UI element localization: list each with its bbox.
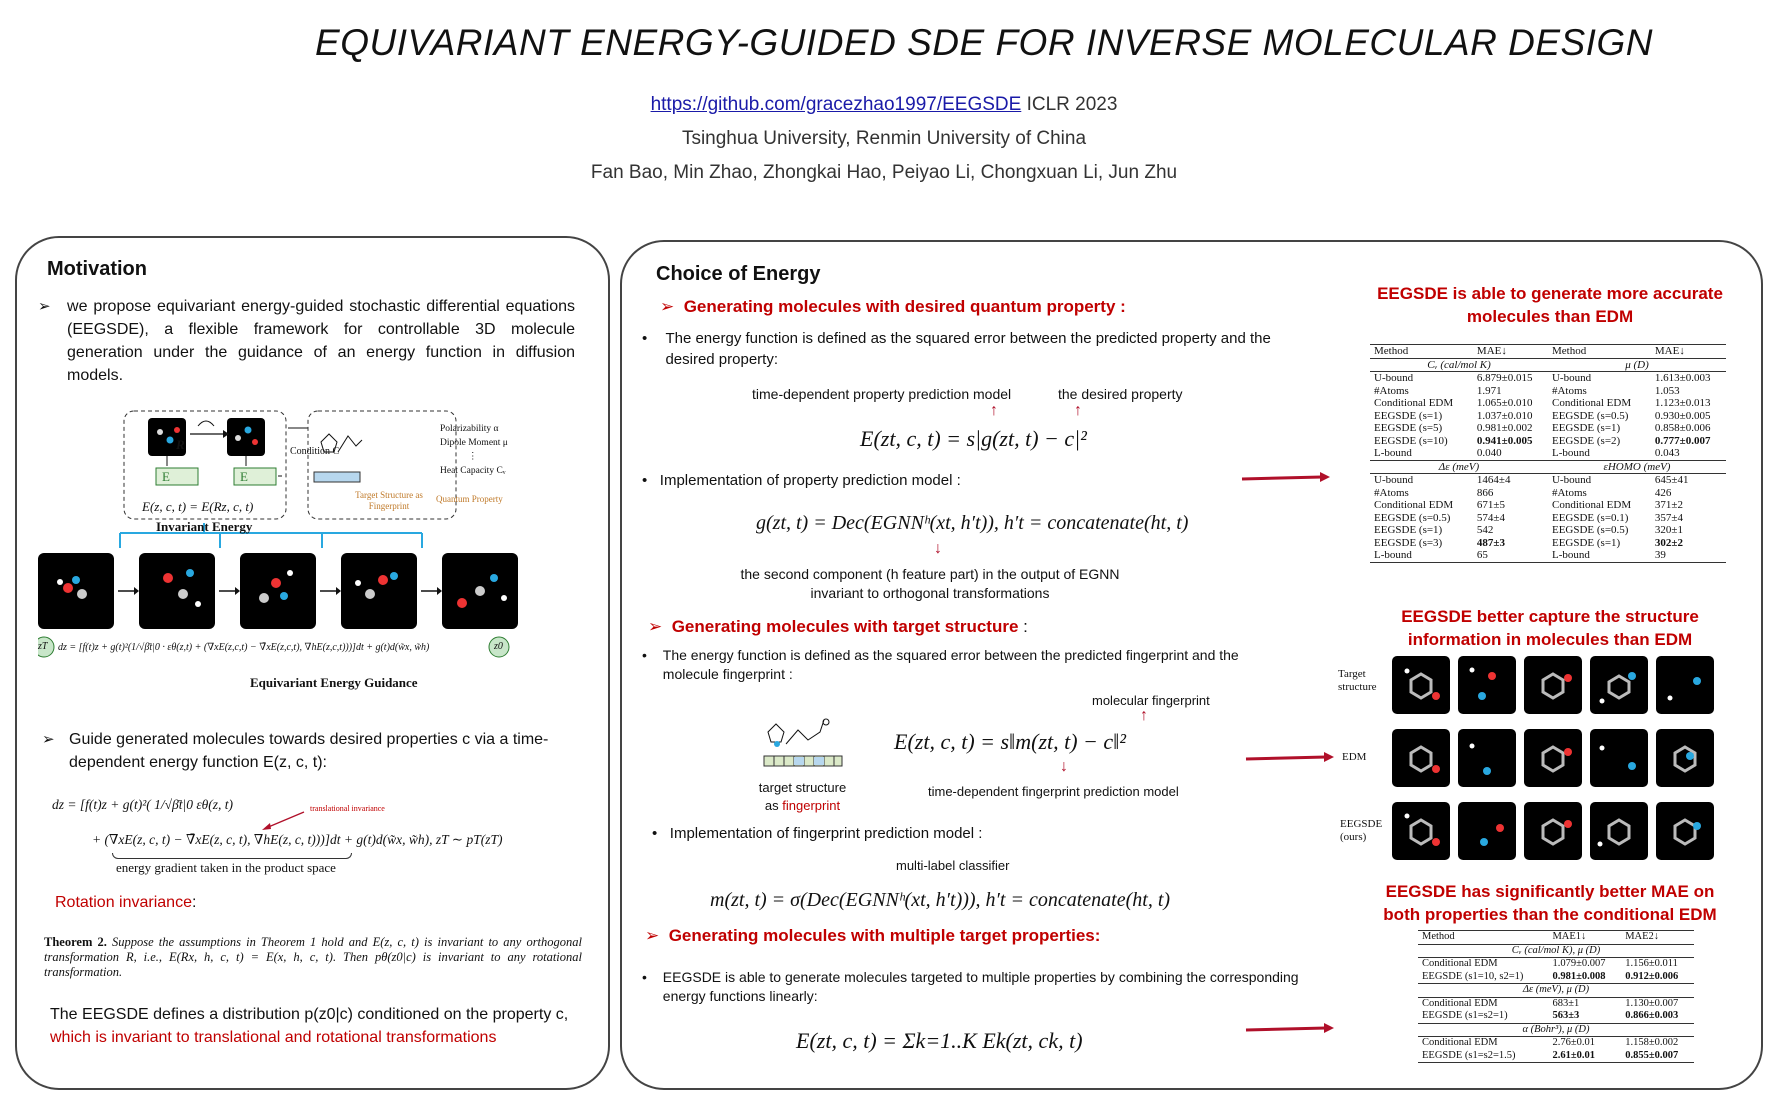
table-row: EEGSDE (s=3) 487±3 EEGSDE (s=1) 302±2: [1374, 536, 1683, 549]
quantum-impl-eq: g(zt, t) = Dec(EGNNʰ(xt, h′t)), h′t = concatenate(ht, t): [756, 512, 1189, 534]
rotation-label: R: [176, 437, 185, 452]
table-row: EEGSDE (s1=s2=1.5) 2.61±0.01 0.855±0.007: [1418, 1050, 1694, 1063]
table1: [1370, 344, 1726, 563]
venue: ICLR 2023: [1026, 94, 1118, 115]
arrowhead-bullet-icon: ➢: [645, 926, 660, 945]
target-structure-caption: target structure as fingerprint: [758, 780, 847, 813]
zT-label: zT: [38, 641, 48, 652]
arrowhead-bullet-icon: ➢: [38, 298, 51, 315]
poster-title: EQUIVARIANT ENERGY-GUIDED SDE FOR INVERSE MOLECULAR DESIGN: [315, 22, 1653, 63]
table-row: EEGSDE (s1=10, s2=1) 0.981±0.008 0.912±0.006: [1422, 970, 1679, 982]
target-structure-label: Target Structure as Fingerprint: [355, 490, 423, 511]
invariant-energy-label: Invariant Energy: [156, 519, 253, 534]
table1-title: EEGSDE is able to generate more accurate molecules than EDM: [1377, 284, 1723, 326]
table-row: #Atoms 866 #Atoms 426: [1374, 486, 1672, 499]
target-structure-figure: [762, 716, 844, 768]
energy-title: Choice of Energy: [656, 263, 821, 285]
table-row: EEGSDE (s=1) 1.037±0.010 EEGSDE (s=0.5) 0.930±0.005: [1374, 409, 1711, 422]
translational-invariance-note: translational invariance: [310, 804, 385, 813]
structure-impl-eq: m(zt, t) = σ(Dec(EGNNʰ(xt, h′t))), h′t = concatenate(ht, t): [710, 889, 1171, 911]
table-row: U-bound 6.879±0.015 U-bound 1.613±0.003: [1374, 372, 1711, 384]
table-subheader: α (Bohr³), μ (D): [1418, 1023, 1694, 1037]
motivation-title: Motivation: [47, 258, 147, 280]
table-row: EEGSDE (s=1) 542 EEGSDE (s=0.5) 320±1: [1374, 524, 1683, 536]
quantum-impl-bullet: • Implementation of property prediction model :: [642, 472, 961, 489]
table2: [1418, 930, 1694, 1063]
table-subheader: Δε (meV) εHOMO (meV): [1370, 460, 1726, 474]
quantum-property-label: Quantum Property: [436, 494, 503, 504]
conclusion: The EEGSDE defines a distribution p(z0|c) conditioned on the property c, which is invariant to translational and rotational transformations: [50, 1006, 569, 1046]
label-desired-property: the desired property: [1058, 386, 1183, 402]
structure-bullet: • The energy function is defined as the squared error between the predicted fingerprint and the molecule fingerprint :: [642, 647, 1239, 682]
energy-gradient-note: energy gradient taken in the product space: [116, 860, 336, 875]
guide-bullet: ➢ Guide generated molecules towards desired properties c via a time-dependent energy function E(z, c, t):: [42, 731, 549, 771]
arrowhead-bullet-icon: ➢: [648, 617, 663, 636]
table-row: Conditional EDM 2.76±0.01 1.158±0.002: [1422, 1037, 1679, 1048]
authors: Fan Bao, Min Zhao, Zhongkai Hao, Peiyao Li, Chongxuan Li, Jun Zhu: [590, 162, 1178, 183]
molecule-step-1: [38, 553, 114, 629]
arrowhead-bullet-icon: ➢: [42, 731, 55, 748]
motivation-intro: ➢ we propose equivariant energy-guided stochastic differential equations (EEGSDE), a flexible framework for controllable 3D molecule generation under the guidance of an energy function in diffusion models.: [38, 298, 576, 384]
energy-label-left: E: [162, 469, 170, 484]
quantum-heading: ➢ Generating molecules with desired quantum property :: [660, 297, 1126, 316]
structure-results-title: EEGSDE better capture the structure information in molecules than EDM: [1401, 607, 1699, 649]
molecule-step-4: [341, 553, 417, 629]
table-row: L-bound 65 L-bound 39: [1370, 549, 1726, 562]
round-bullet-icon: •: [642, 647, 647, 663]
row-label-eegsde: EEGSDE (ours): [1340, 818, 1383, 843]
table-row: Conditional EDM 1.079±0.007 1.156±0.011: [1422, 958, 1678, 969]
egnn-note: the second component (h feature part) in the output of EGNN invariant to orthogonal transformations: [740, 566, 1120, 601]
table2-title: EEGSDE has significantly better MAE on both properties than the conditional EDM: [1383, 882, 1717, 924]
equivariant-guidance-label: Equivariant Energy Guidance: [250, 675, 418, 690]
down-arrow-icon: ↓: [934, 540, 942, 557]
theorem-2: Theorem 2. Suppose the assumptions in Theorem 1 hold and E(z, c, t) is invariant to any orthogonal transformation R, i.e., E(Rx, h, c, t) = E(x, h, c, t). Then pθ(z0|c) is invariant to any rotational transformation.: [44, 935, 583, 979]
underbrace: [112, 853, 352, 859]
rotation-invariance-line: Rotation invariance:: [55, 894, 197, 911]
sde-line-1: dz = [f(t)z + g(t)²( 1/√β̄t|0 εθ(z, t): [52, 797, 234, 812]
sde-line-2: + (∇xE(z, c, t) − ∇̄xE(z, c, t), ∇hE(z, c, t)))]dt + g(t)d(w̃x, w̃h), zT ∼ pT(zT): [92, 832, 503, 847]
label-molecular-fingerprint: molecular fingerprint: [1092, 693, 1210, 708]
round-bullet-icon: •: [642, 472, 648, 489]
round-bullet-icon: •: [652, 825, 658, 842]
round-bullet-icon: •: [642, 969, 647, 985]
table-header-row: Method MAE↓ Method MAE↓: [1370, 345, 1726, 359]
molecule-thumb-rotated: [227, 418, 265, 456]
table-row: Conditional EDM 683±1 1.130±0.007: [1422, 997, 1679, 1009]
row-label-target: Target structure: [1338, 668, 1377, 693]
structure-energy-eq: E(zt, c, t) = s‖m(zt, t) − c‖²: [894, 729, 1126, 754]
table-row: EEGSDE (s=5) 0.981±0.002 EEGSDE (s=1) 0.858±0.006: [1374, 422, 1711, 434]
table-row: EEGSDE (s1=s2=1) 563±3 0.866±0.003: [1422, 1010, 1679, 1021]
table-subheader: Cᵥ (cal/mol K), μ (D): [1418, 944, 1694, 958]
table-row: Conditional EDM 1.065±0.010 Conditional EDM 1.123±0.013: [1374, 397, 1711, 409]
multi-heading: ➢ Generating molecules with multiple target properties:: [645, 926, 1101, 945]
github-link[interactable]: https://github.com/gracezhao1997/EEGSDE: [650, 94, 1022, 115]
molecule-step-2: [139, 553, 215, 629]
multi-bullet: • EEGSDE is able to generate molecules targeted to multiple properties by combining the corresponding energy functions linearly:: [642, 969, 1299, 1004]
property-list: Polarizability α Dipole Moment μ ⋮ Heat Capacity Cᵥ: [440, 424, 508, 476]
table-header-row: Method MAE1↓ MAE2↓: [1418, 931, 1694, 945]
structure-heading: ➢ Generating molecules with target structure :: [648, 617, 1028, 636]
arrowhead-bullet-icon: ➢: [660, 297, 675, 316]
classifier-label: multi-label classifier: [896, 858, 1010, 873]
table-row: EEGSDE (s=10) 0.941±0.005 EEGSDE (s=2) 0.777±0.007: [1374, 434, 1711, 447]
energy-label-right: E: [240, 469, 248, 484]
up-arrow-icon: ↑: [1074, 402, 1082, 419]
affiliation: Tsinghua University, Renmin University of China: [681, 128, 1087, 149]
multi-energy-eq: E(zt, c, t) = Σk=1..K Ek(zt, ck, t): [796, 1028, 1083, 1053]
table-row: #Atoms 1.971 #Atoms 1.053: [1374, 384, 1680, 397]
round-bullet-icon: •: [642, 330, 648, 347]
table-row: U-bound 1464±4 U-bound 645±41: [1374, 474, 1689, 486]
table-row: Conditional EDM 671±5 Conditional EDM 371±2: [1374, 499, 1683, 511]
right-arrow-icon: [1244, 1021, 1336, 1037]
molecule-step-3: [240, 553, 316, 629]
label-fingerprint-model: time-dependent fingerprint prediction model: [928, 784, 1179, 799]
table-row: L-bound 0.040 L-bound 0.043: [1374, 447, 1680, 459]
up-arrow-icon: ↑: [1140, 707, 1148, 724]
right-arrow-icon: [1244, 750, 1336, 766]
right-arrow-icon: [1240, 470, 1332, 486]
up-arrow-icon: ↑: [990, 402, 998, 419]
invariance-equation: E(z, c, t) = E(Rz, c, t): [142, 499, 254, 514]
table-row: EEGSDE (s=0.5) 574±4 EEGSDE (s=0.1) 357±4: [1374, 511, 1683, 524]
label-property-model: time-dependent property prediction model: [752, 386, 1012, 402]
quantum-energy-eq: E(zt, c, t) = s|g(zt, t) − c|²: [860, 426, 1087, 451]
row-label-edm: EDM: [1342, 751, 1367, 763]
down-arrow-icon: ↓: [1060, 758, 1068, 775]
z0-label: z0: [494, 641, 503, 652]
translational-arrow: [258, 810, 308, 832]
rotation-icon: [198, 421, 214, 426]
quantum-bullet: • The energy function is defined as the squared error between the predicted property and the desired property:: [642, 330, 1271, 368]
structure-molecule-grid: [1392, 656, 1722, 862]
condition-label: Condition C: [290, 446, 340, 457]
fingerprint-bar: [314, 472, 360, 482]
sde-figure-equation: dz = [f(t)z + g(t)²(1/√β̄t|0 · εθ(z,t) + (∇xE(z,c,t) − ∇̄xE(z,c,t), ∇hE(z,c,t)))]dt + g(t)d(w̃x, w̃h): [58, 642, 430, 653]
structure-impl-bullet: • Implementation of fingerprint prediction model :: [652, 825, 983, 842]
table-subheader: Δε (meV), μ (D): [1418, 984, 1694, 998]
table-subheader: Cᵥ (cal/mol K) μ (D): [1370, 358, 1726, 372]
header-link-line: [200, 94, 1568, 116]
